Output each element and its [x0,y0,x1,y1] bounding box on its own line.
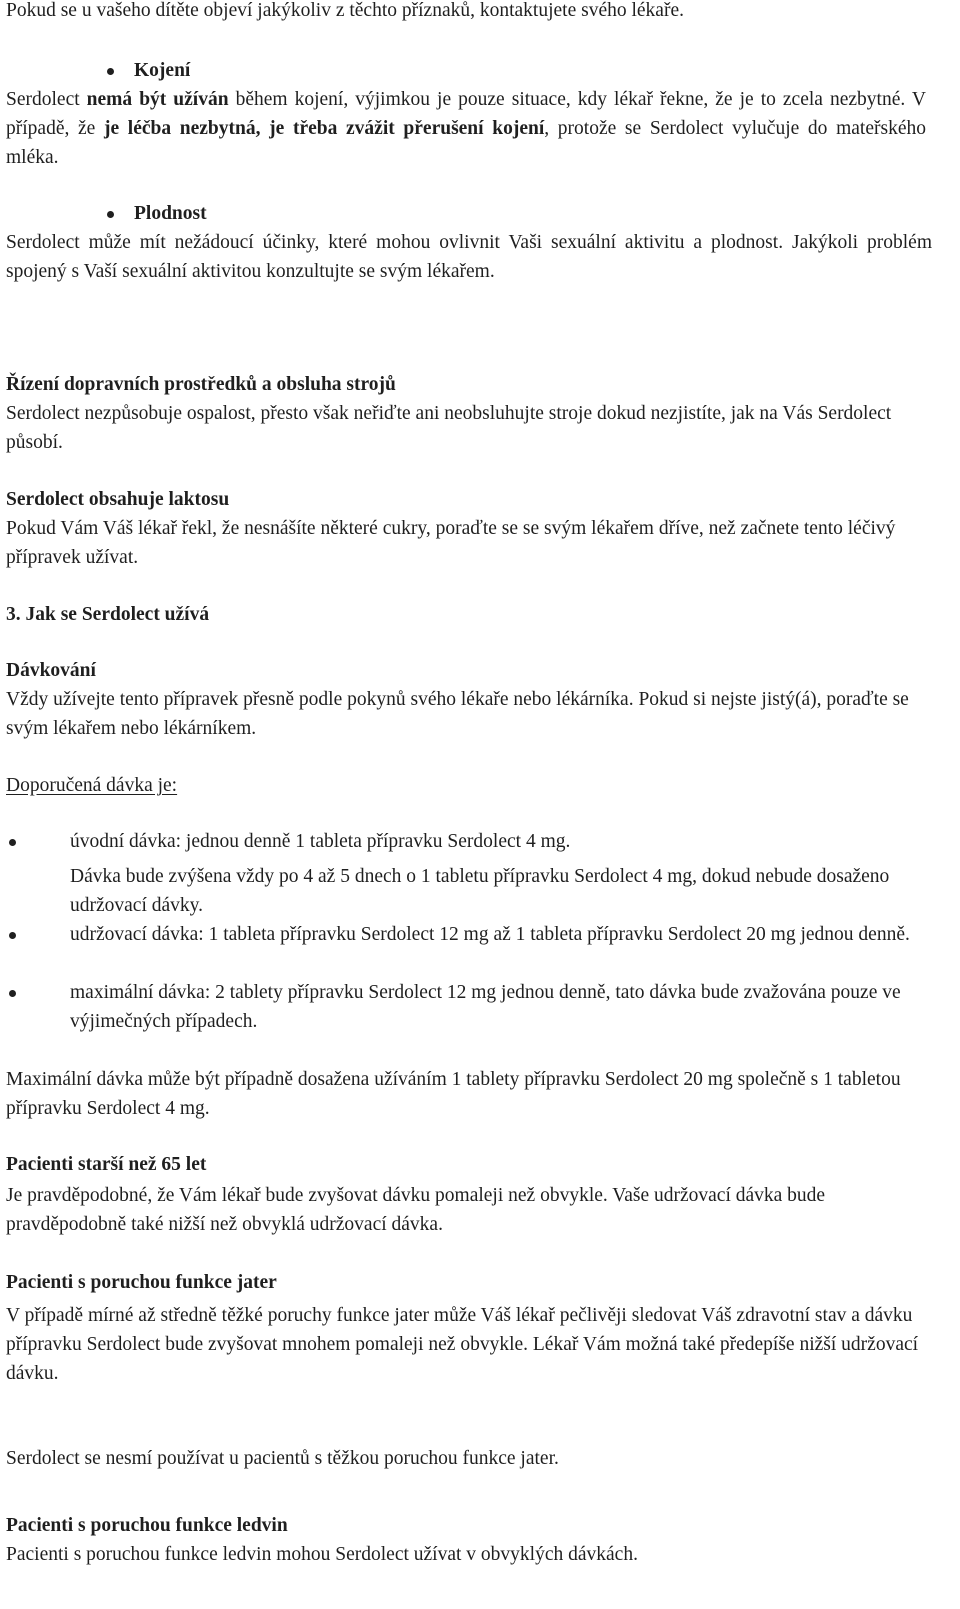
kidney-heading: Pacienti s poruchou funkce ledvin [6,1515,288,1536]
liver-severe-note: Serdolect se nesmí používat u pacientů s těžkou poruchou funkce jater. [6,1448,559,1469]
bullet-icon [9,990,16,997]
breastfeeding-paragraph: Serdolect nemá být užíván během kojení, výjimkou je pouze situace, kdy lékař řekne, že je to zcela nezbytné. V případě, že je léčba nezbytná, je třeba zvážit přerušení kojení, protože se Serdolect vylučuje do mateřského mléka. [6,89,926,168]
driving-heading: Řízení dopravních prostředků a obsluha strojů [6,374,396,395]
lactose-paragraph: Pokud Vám Váš lékař řekl, že nesnášíte některé cukry, poraďte se se svým lékařem dříve, než začnete tento léčivý přípravek užívat. [6,518,896,568]
lactose-heading: Serdolect obsahuje laktosu [6,489,230,510]
dose-item-initial: úvodní dávka: jednou denně 1 tableta přípravku Serdolect 4 mg. [70,831,571,852]
kidney-paragraph: Pacienti s poruchou funkce ledvin mohou Serdolect užívat v obvyklých dávkách. [6,1544,638,1565]
bullet-icon [9,932,16,939]
bullet-icon [107,211,114,218]
bullet-icon [9,839,16,846]
intro-paragraph [6,0,938,25]
dosage-heading: Dávkování [6,660,96,681]
recommended-dose-label: Doporučená dávka je: [6,775,178,796]
fertility-heading: Plodnost [134,203,207,224]
dose-item-maintenance: udržovací dávka: 1 tableta přípravku Serdolect 12 mg až 1 tableta přípravku Serdolect 20 mg jednou denně. [70,924,910,945]
elderly-paragraph: Je pravděpodobné, že Vám lékař bude zvyšovat dávku pomaleji než obvykle. Vaše udržovací dávka bude pravděpodobně také nižší než obvyklá udržovací dávka. [6,1185,826,1235]
section-3-heading: 3. Jak se Serdolect užívá [6,604,210,625]
liver-heading: Pacienti s poruchou funkce jater [6,1272,277,1293]
elderly-heading: Pacienti starší než 65 let [6,1154,207,1175]
max-dose-note: Maximální dávka může být případně dosažena užíváním 1 tablety přípravku Serdolect 20 mg společně s 1 tabletou přípravku Serdolect 4 mg. [6,1069,901,1119]
driving-paragraph: Serdolect nezpůsobuje ospalost, přesto však neřiďte ani neobsluhujte stroje dokud nezjistíte, jak na Vás Serdolect působí. [6,403,892,453]
liver-paragraph: V případě mírné až středně těžké poruchy funkce jater může Váš lékař pečlivěji sledovat Váš zdravotní stav a dávku přípravku Serdolect bude zvyšovat mnohem pomaleji než obvykle. Lékař Vám možná také předepíše nižší udržovací dávku. [6,1305,919,1384]
bullet-icon [107,68,114,75]
breastfeeding-heading: Kojení [134,60,191,81]
dose-item-initial-note: Dávka bude zvýšena vždy po 4 až 5 dnech o 1 tabletu přípravku Serdolect 4 mg, dokud nebude dosaženo udržovací dávky. [70,866,890,916]
dose-item-maximum: maximální dávka: 2 tablety přípravku Serdolect 12 mg jednou denně, tato dávka bude zvažována pouze ve výjimečných případech. [70,982,901,1032]
fertility-paragraph: Serdolect může mít nežádoucí účinky, které mohou ovlivnit Vaši sexuální aktivitu a plodnost. Jakýkoli problém spojený s Vaší sexuální aktivitou konzultujte se svým lékařem. [6,232,932,282]
dosage-paragraph: Vždy užívejte tento přípravek přesně podle pokynů svého lékaře nebo lékárníka. Pokud si nejste jistý(á), poraďte se svým lékařem nebo lékárníkem. [6,689,909,739]
intro-text: Pokud se u vašeho dítěte objeví jakýkoliv z těchto příznaků, kontaktujete svého lékaře. [6,0,684,21]
